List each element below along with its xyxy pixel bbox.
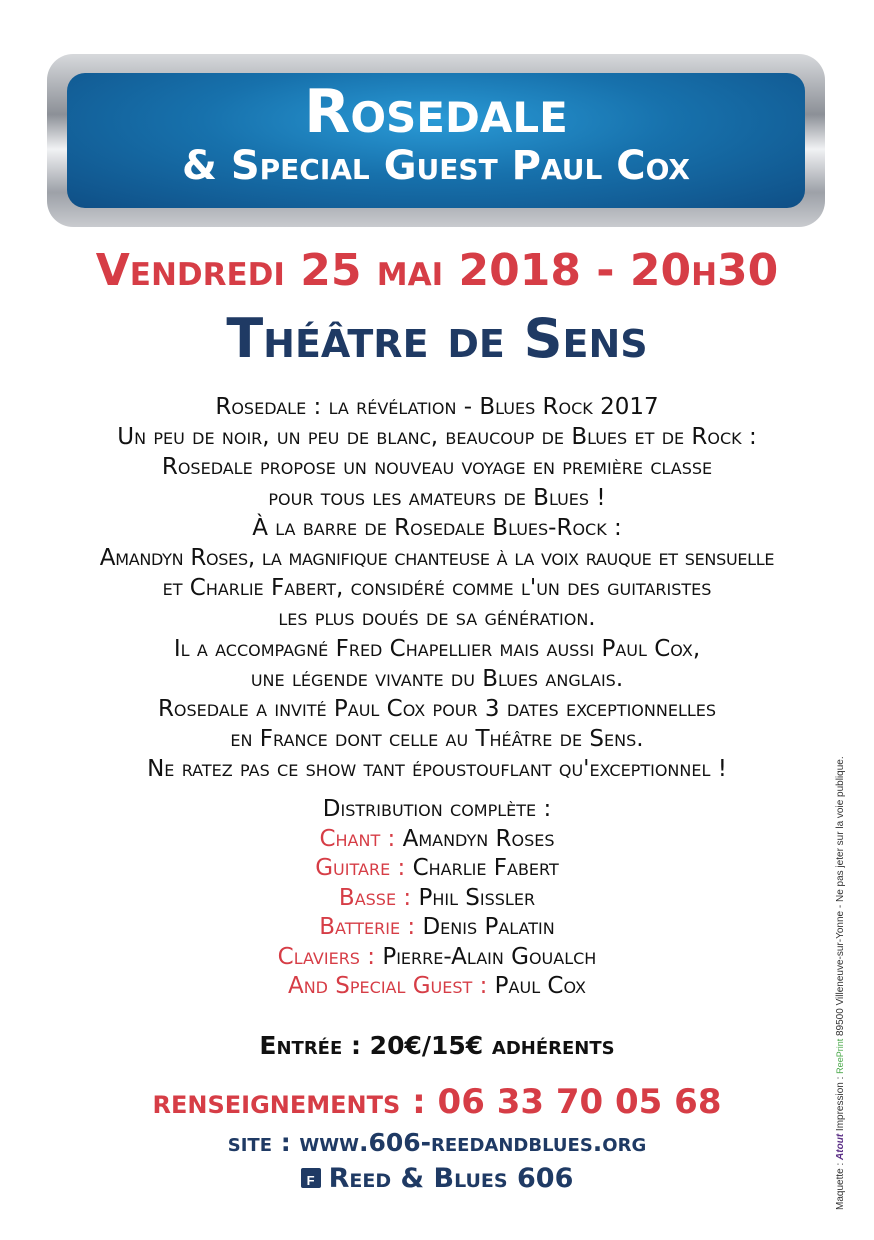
lineup-member: Phil Sissler (418, 884, 536, 911)
lineup-role: Basse : (338, 884, 412, 911)
lineup-role: Chant : (319, 825, 396, 852)
description-line: Rosedale : la révélation - Blues Rock 2017 (215, 394, 659, 420)
maquette-logo: Atout (835, 1133, 846, 1160)
lineup-role: And Special Guest : (287, 973, 488, 999)
lineup-role: Batterie : (319, 914, 416, 940)
facebook-page-link[interactable] (0, 1160, 874, 1198)
facebook-icon: f (301, 1168, 321, 1188)
lineup-member: Pierre-Alain Goualch (382, 943, 597, 970)
description-line: et Charlie Fabert, considéré comme l'un des guitaristes (162, 575, 712, 602)
printer-city: 89500 Villeneuve-sur-Yonne (835, 910, 846, 1037)
info-phone: renseignements : 06 33 70 05 68 (152, 1082, 722, 1122)
print-credits (832, 650, 848, 1210)
litter-notice: - Ne pas jeter sur la voie publique. (835, 756, 846, 909)
lineup-row (0, 884, 874, 914)
lineup-role: Guitare : (315, 855, 406, 881)
credit-impression-label: Impression : (835, 1076, 846, 1132)
description-line: Rosedale a invité Paul Cox pour 3 dates exceptionnelles (157, 696, 717, 723)
description-line: les plus doués de sa génération. (278, 605, 596, 632)
description-line: en France dont celle au Théâtre de Sens. (230, 726, 644, 753)
lineup-row (0, 913, 874, 943)
lineup-row (0, 825, 874, 855)
special-guest-subtitle: & Special Guest Paul Cox (182, 143, 690, 189)
lineup-row (0, 972, 874, 1002)
entry-price: Entrée : 20€/15€ adhérents (259, 1031, 615, 1060)
description-text (20, 392, 854, 785)
description-line: Amandyn Roses, la magnifique chanteuse à la voix rauque et sensuelle (99, 545, 775, 572)
lineup-member: Paul Cox (494, 973, 587, 999)
description-line: À la barre de Rosedale Blues-Rock : (252, 514, 622, 541)
description-line: Ne ratez pas ce show tant époustouflant qu'exceptionnel ! (147, 756, 727, 783)
facebook-page-name: Reed & Blues 606 (328, 1163, 574, 1194)
credit-maquette-label: Maquette : (835, 1162, 846, 1210)
lineup-heading: Distribution complète : (322, 796, 552, 822)
lineup-member: Denis Palatin (422, 914, 555, 940)
band-name-title: Rosedale (304, 77, 568, 147)
lineup-row (0, 854, 874, 884)
printer-logo: ReePrint (835, 1038, 845, 1074)
lineup-section (0, 795, 874, 1002)
event-venue: Théâtre de Sens (226, 307, 648, 370)
description-line: pour tous les amateurs de Blues ! (268, 484, 606, 511)
description-line: Rosedale propose un nouveau voyage en première classe (161, 454, 713, 481)
lineup-member: Charlie Fabert (412, 855, 559, 881)
description-line: Un peu de noir, un peu de blanc, beaucoup de Blues et de Rock : (117, 424, 757, 451)
website-link[interactable]: site : www.606-reedandblues.org (227, 1128, 647, 1157)
title-banner (47, 54, 825, 227)
lineup-member: Amandyn Roses (402, 825, 555, 852)
event-date: Vendredi 25 mai 2018 - 20h30 (95, 245, 779, 296)
lineup-role: Claviers : (277, 943, 376, 970)
title-banner-inner (67, 73, 805, 208)
description-line: une légende vivante du Blues anglais. (250, 665, 624, 692)
lineup-row (0, 943, 874, 973)
description-line: Il a accompagné Fred Chapellier mais aussi Paul Cox, (173, 635, 701, 662)
